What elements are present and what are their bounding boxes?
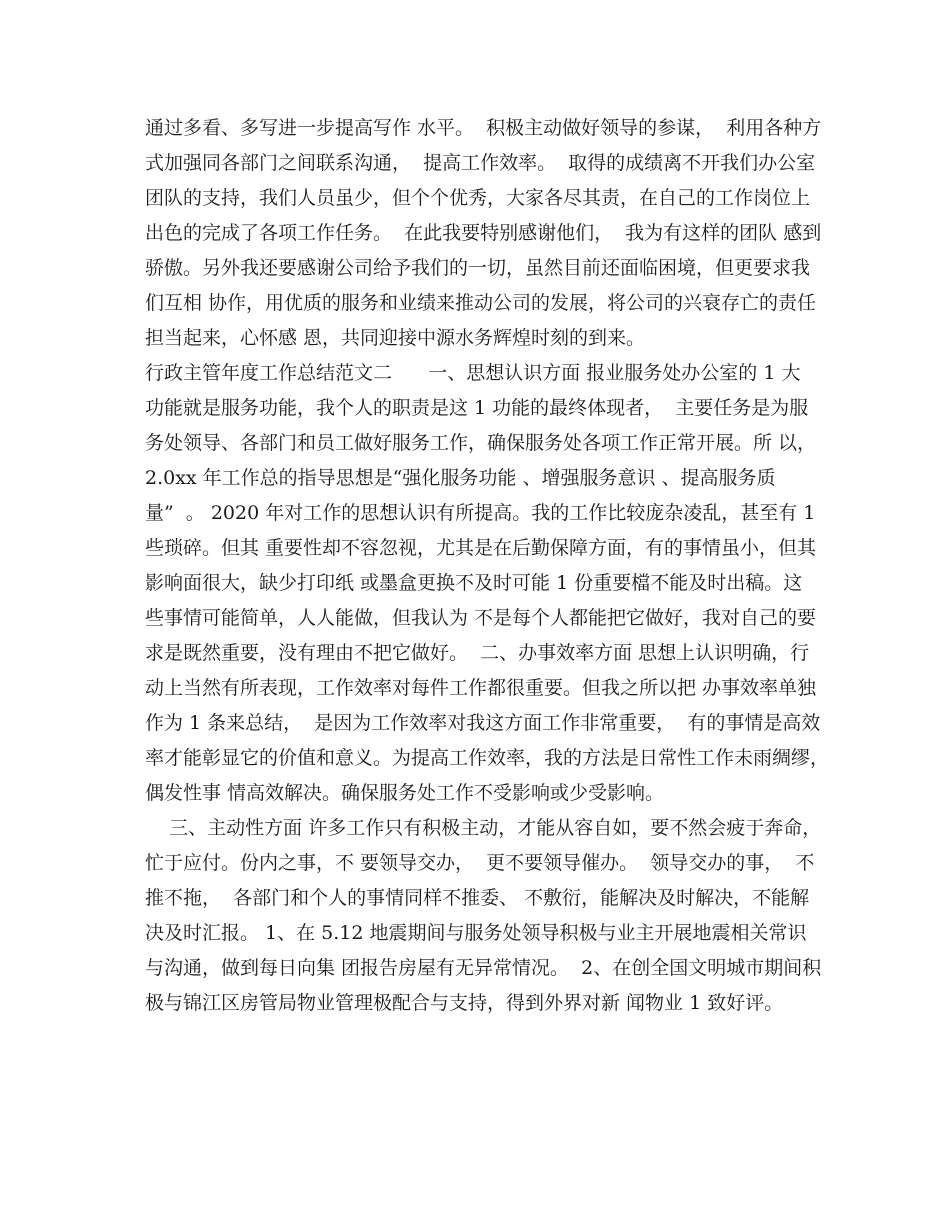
text-line: 影响面很大，缺少打印纸 或墨盒更换不及时可能 1 份重要檔不能及时出稿。这: [145, 572, 803, 594]
text-line: 通过多看、多写进一步提高写作 水平。 积极主动做好领导的参谋， 利用各种方: [145, 117, 822, 139]
text-line: 忙于应付。份内之事，不 要领导交办， 更不要领导催办。 领导交办的事， 不: [145, 852, 815, 874]
text-line: 推不拖， 各部门和个人的事情同样不推委、 不敷衍，能解决及时解决，不能解: [145, 887, 810, 909]
text-line: 2.0xx 年工作总的指导思想是“强化服务功能 、增强服务意识 、提高服务质: [145, 467, 776, 489]
text-line: 偶发性事 情高效解决。确保服务处工作不受影响或少受影响。: [145, 782, 665, 804]
text-line: 作为 1 条来总结， 是因为工作效率对我这方面工作非常重要， 有的事情是高效: [145, 712, 821, 734]
text-line: 量” 。 2020 年对工作的思想认识有所提高。我的工作比较庞杂凌乱，甚至有 1: [145, 502, 816, 524]
text-line: 式加强同各部门之间联系沟通， 提高工作效率。 取得的成绩离不开我们办公室: [145, 152, 816, 174]
text-line: 率才能彰显它的价值和意义。为提高工作效率，我的方法是日常性工作未雨绸缪，: [145, 747, 830, 769]
text-line: 行政主管年度工作总结范文二 一、思想认识方面 报业服务处办公室的 1 大: [145, 362, 801, 384]
text-line: 决及时汇报。 1、在 5.12 地震期间与服务处领导积极与业主开展地震相关常识: [145, 922, 807, 944]
text-line: 三、主动性方面 许多工作只有积极主动，才能从容自如，要不然会疲于奔命，: [145, 817, 822, 839]
text-line: 务处领导、各部门和员工做好服务工作，确保服务处各项工作正常开展。所 以，: [145, 432, 817, 454]
text-line: 与沟通，做到每日向集 团报告房屋有无异常情况。 2、在创全国文明城市期间积: [145, 957, 822, 979]
text-line: 极与锦江区房管局物业管理极配合与支持，得到外界对新 闻物业 1 致好评。: [145, 992, 784, 1014]
text-line: 动上当然有所表现，工作效率对每件工作都很重要。但我之所以把 办事效率单独: [145, 677, 817, 699]
text-line: 出色的完成了各项工作任务。 在此我要特别感谢他们， 我为有这样的团队 感到: [145, 222, 822, 244]
text-line: 担当起来，心怀感 恩，共同迎接中源水务辉煌时刻的到来。: [145, 327, 646, 349]
text-line: 骄傲。另外我还要感谢公司给予我们的一切，虽然目前还面临困境，但更要求我: [145, 257, 811, 279]
text-line: 些琐碎。但其 重要性却不容忽视，尤其是在后勤保障方面，有的事情虽小，但其: [145, 537, 817, 559]
text-line: 些事情可能简单，人人能做，但我认为 不是每个人都能把它做好，我对自己的要: [145, 607, 817, 629]
text-line: 功能就是服务功能，我个人的职责是这 1 功能的最终体现者， 主要任务是为服: [145, 397, 809, 419]
text-line: 求是既然重要，没有理由不把它做好。 二、办事效率方面 思想上认识明确，行: [145, 642, 810, 664]
text-line: 们互相 协作，用优质的服务和业绩来推动公司的发展，将公司的兴衰存亡的责任: [145, 292, 817, 314]
text-line: 团队的支持，我们人员虽少，但个个优秀，大家各尽其责，在自己的工作岗位上: [145, 187, 811, 209]
